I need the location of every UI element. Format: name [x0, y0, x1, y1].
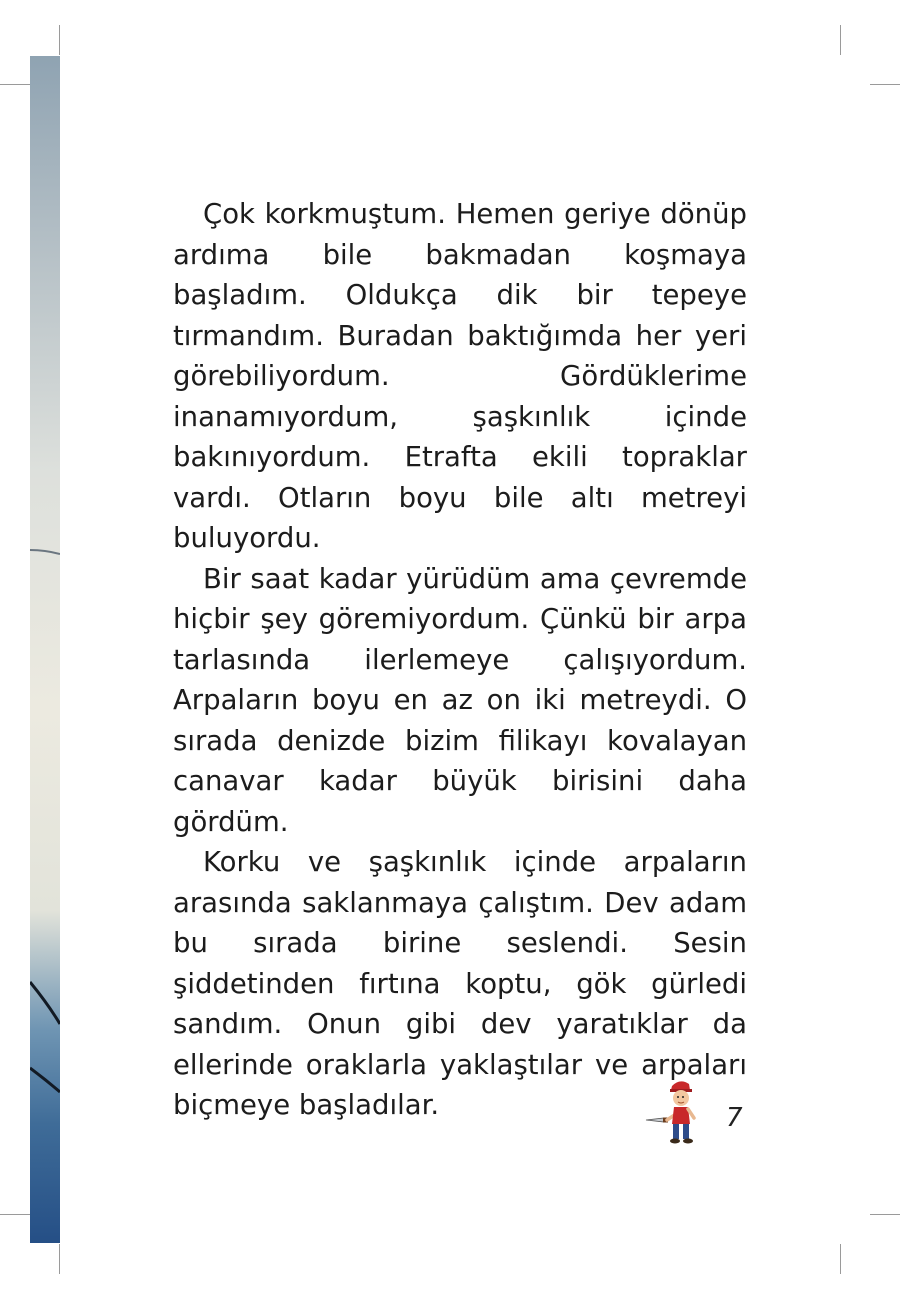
- boy-with-knife-icon: [644, 1078, 702, 1152]
- crop-mark-bottom-left-h: [0, 1214, 30, 1215]
- paragraph-3: Korku ve şaşkınlık içinde arpaların arasında saklanmaya çalıştım. Dev adam bu sırada birine seslendi. Sesin şiddetinden fırtına koptu, gök gürledi sandım. Onun gibi dev yaratıklar da ellerinde oraklarla yaklaştılar ve arpaları biçmeye başladılar.: [173, 846, 747, 1121]
- crop-mark-bottom-right: [840, 1244, 841, 1274]
- side-illustration-strip: [30, 56, 60, 1243]
- story-text: [173, 194, 747, 1126]
- paragraph-2: Bir saat kadar yürüdüm ama çevremde hiçbir şey göremiyordum. Çünkü bir arpa tarlasında ilerlemeye çalışıyordum. Arpaların boyu en az on iki metreydi. O sırada denizde bizim filikayı kovalayan canavar kadar büyük birisini daha gördüm.: [173, 562, 747, 838]
- crop-mark-bottom-left: [59, 1244, 60, 1274]
- crop-mark-top-left-h: [0, 84, 30, 85]
- crop-mark-top-right: [840, 25, 841, 55]
- crop-mark-bottom-right-h: [870, 1214, 900, 1215]
- crop-mark-top-left: [59, 25, 60, 55]
- crop-mark-top-right-h: [870, 84, 900, 85]
- paragraph-1: Çok korkmuştum. Hemen geriye dönüp ardıma bile bakmadan koşmaya başladım. Oldukça dik bir tepeye tırmandım. Buradan baktığımda her yeri görebiliyordum. Gördüklerime inanamıyordum, şaşkınlık içinde bakınıyordum. Etrafta ekili topraklar vardı. Otların boyu bile altı metreyi buluyordu.: [173, 198, 747, 554]
- page-number: 7: [726, 1103, 743, 1133]
